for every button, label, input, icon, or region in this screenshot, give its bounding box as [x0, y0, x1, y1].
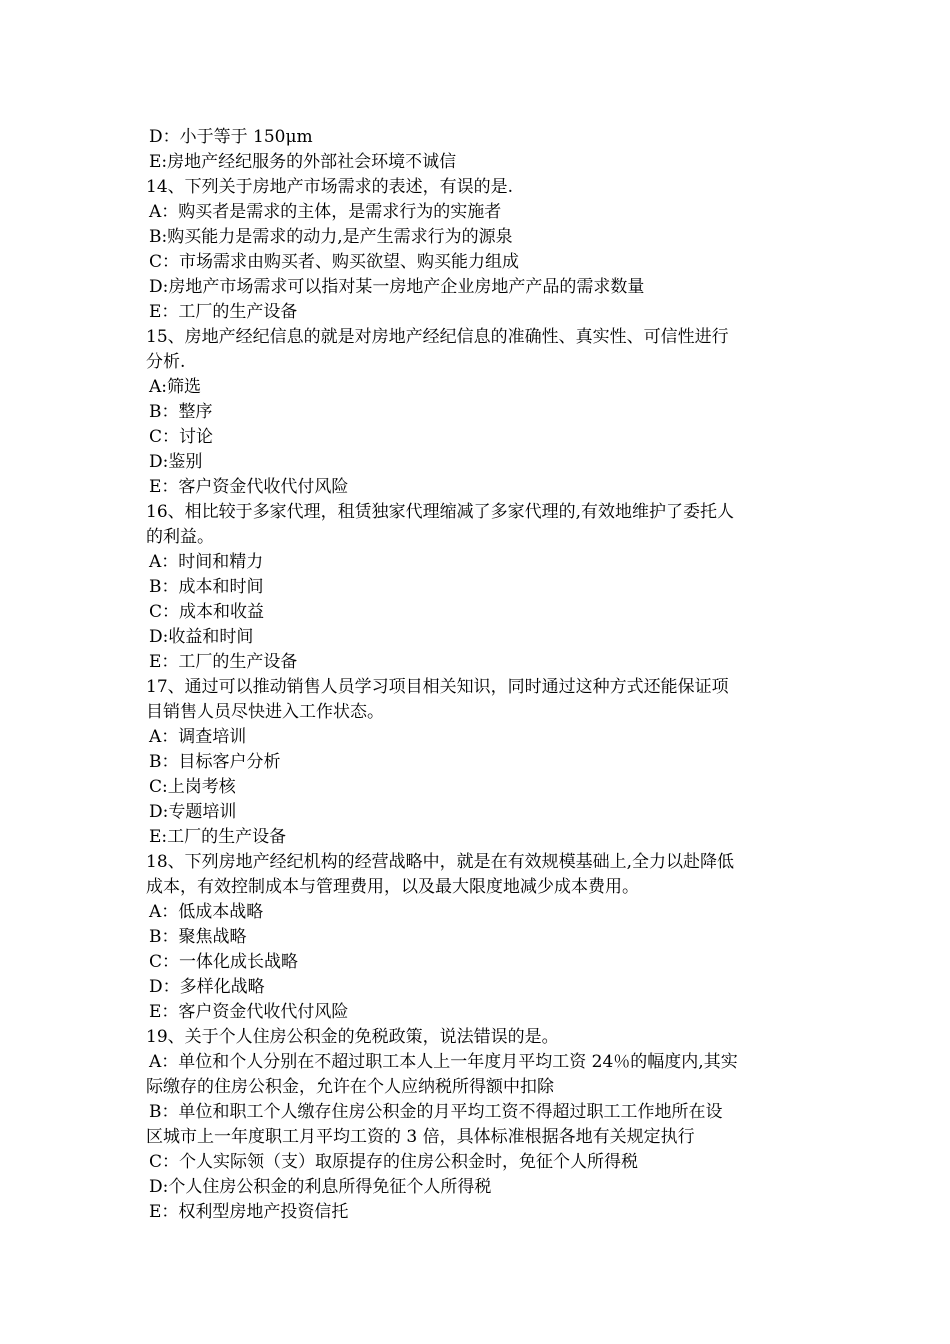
answer-option-line: B：目标客户分析 [149, 752, 281, 772]
answer-option-line: C：市场需求由购买者、购买欲望、购买能力组成 [149, 252, 520, 272]
question-text-line: 目销售人员尽快进入工作状态。 [146, 702, 384, 722]
answer-option-line: B：整序 [149, 402, 213, 422]
question-text-line: 15、房地产经纪信息的就是对房地产经纪信息的准确性、真实性、可信性进行 [146, 327, 729, 347]
answer-option-line: B：单位和职工个人缴存住房公积金的月平均工资不得超过职工工作地所在设 [149, 1102, 723, 1122]
answer-option-line: C：成本和收益 [149, 602, 265, 622]
answer-option-line: A:筛选 [149, 377, 202, 397]
question-text-line: 16、相比较于多家代理，租赁独家代理缩减了多家代理的,有效地维护了委托人 [146, 502, 735, 522]
answer-option-line: C：个人实际领（支）取原提存的住房公积金时，免征个人所得税 [149, 1152, 639, 1172]
answer-option-line: A：购买者是需求的主体，是需求行为的实施者 [149, 202, 502, 222]
question-text-line: 19、关于个人住房公积金的免税政策，说法错误的是。 [146, 1027, 559, 1047]
answer-option-line: A：低成本战略 [149, 902, 264, 922]
question-text-line: 的利益。 [146, 527, 214, 547]
answer-option-line: E：工厂的生产设备 [149, 652, 298, 672]
question-text-line: 区城市上一年度职工月平均工资的 3 倍，具体标准根据各地有关规定执行 [146, 1127, 695, 1147]
answer-option-line: D:收益和时间 [149, 627, 254, 647]
answer-option-line: E：权利型房地产投资信托 [149, 1202, 349, 1222]
answer-option-line: C：讨论 [149, 427, 214, 447]
answer-option-line: D:房地产市场需求可以指对某一房地产企业房地产产品的需求数量 [149, 277, 645, 297]
answer-option-line: D:专题培训 [149, 802, 237, 822]
answer-option-line: E：工厂的生产设备 [149, 302, 298, 322]
answer-option-line: D:个人住房公积金的利息所得免征个人所得税 [149, 1177, 492, 1197]
question-text-line: 分析. [146, 352, 186, 372]
question-text-line: 际缴存的住房公积金，允许在个人应纳税所得额中扣除 [146, 1077, 554, 1097]
answer-option-line: D:鉴别 [149, 452, 203, 472]
answer-option-line: C:上岗考核 [149, 777, 236, 797]
answer-option-line: D：多样化战略 [149, 977, 265, 997]
answer-option-line: E:工厂的生产设备 [149, 827, 287, 847]
answer-option-line: A：时间和精力 [149, 552, 264, 572]
answer-option-line: B：成本和时间 [149, 577, 264, 597]
question-text-line: 17、通过可以推动销售人员学习项目相关知识，同时通过这种方式还能保证项 [146, 677, 729, 697]
answer-option-line: A：调查培训 [149, 727, 247, 747]
answer-option-line: A：单位和个人分别在不超过职工本人上一年度月平均工资 24％的幅度内,其实 [149, 1052, 738, 1072]
answer-option-line: D：小于等于 150μm [149, 127, 313, 147]
answer-option-line: B:购买能力是需求的动力,是产生需求行为的源泉 [149, 227, 513, 247]
answer-option-line: C：一体化成长战略 [149, 952, 299, 972]
question-text-line: 14、下列关于房地产市场需求的表述，有误的是. [146, 177, 514, 197]
question-text-line: 成本，有效控制成本与管理费用，以及最大限度地减少成本费用。 [146, 877, 639, 897]
answer-option-line: E：客户资金代收代付风险 [149, 477, 349, 497]
question-text-line: 18、下列房地产经纪机构的经营战略中，就是在有效规模基础上,全力以赴降低 [146, 852, 735, 872]
document-body [146, 125, 811, 1225]
answer-option-line: B：聚焦战略 [149, 927, 247, 947]
answer-option-line: E:房地产经纪服务的外部社会环境不诚信 [149, 152, 457, 172]
answer-option-line: E：客户资金代收代付风险 [149, 1002, 349, 1022]
